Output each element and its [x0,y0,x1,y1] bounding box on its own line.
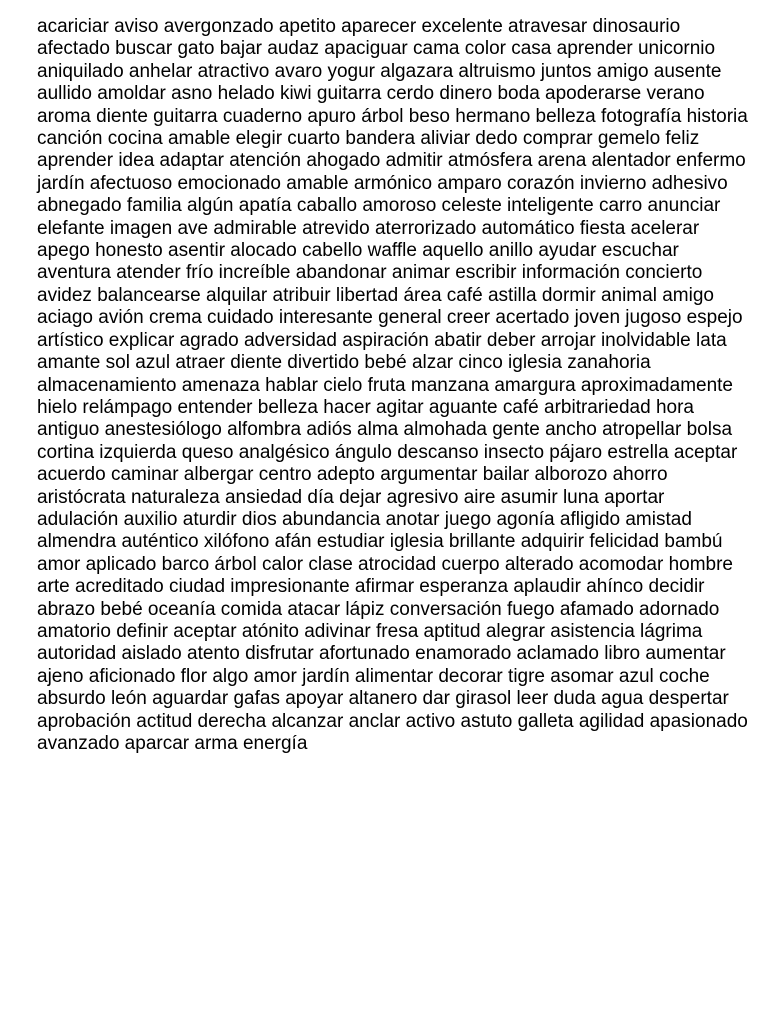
text-line: ajeno aficionado flor algo amor jardín alimentar decorar tigre asomar azul coche [37,665,710,687]
text-line: cortina izquierda queso analgésico ángulo descanso insecto pájaro estrella aceptar [37,441,738,463]
text-line: jardín afectuoso emocionado amable armónico amparo corazón invierno adhesivo [37,172,728,194]
word-list-text [37,16,748,755]
text-line: acuerdo caminar albergar centro adepto argumentar bailar alborozo ahorro [37,464,668,486]
text-line: aprender idea adaptar atención ahogado admitir atmósfera arena alentador enfermo [37,150,746,172]
text-line: almacenamiento amenaza hablar cielo fruta manzana amargura aproximadamente [37,374,733,396]
text-line: absurdo león aguardar gafas apoyar altanero dar girasol leer duda agua despertar [37,688,729,710]
text-line: avanzado aparcar arma energía [37,733,308,754]
text-line: hielo relámpago entender belleza hacer agitar aguante café arbitrariedad hora [37,396,694,418]
text-line: aventura atender frío increíble abandonar animar escribir información concierto [37,262,703,284]
text-line: acariciar aviso avergonzado apetito aparecer excelente atravesar dinosaurio [37,16,681,37]
text-line: almendra auténtico xilófono afán estudiar iglesia brillante adquirir felicidad bambú [37,531,723,553]
text-line: aroma diente guitarra cuaderno apuro árbol beso hermano belleza fotografía historia [37,105,748,127]
text-line: antiguo anestesiólogo alfombra adiós alma almohada gente ancho atropellar bolsa [37,419,733,441]
text-line: artístico explicar agrado adversidad aspiración abatir deber arrojar inolvidable lata [37,329,727,351]
text-line: avidez balancearse alquilar atribuir libertad área café astilla dormir animal amigo [37,284,714,306]
text-line: elefante imagen ave admirable atrevido aterrorizado automático fiesta acelerar [37,217,700,239]
text-line: amatorio definir aceptar atónito adivinar fresa aptitud alegrar asistencia lágrima [37,620,703,642]
text-line: aullido amoldar asno helado kiwi guitarra cerdo dinero boda apoderarse verano [37,83,705,105]
text-line: aristócrata naturaleza ansiedad día dejar agresivo aire asumir luna aportar [37,486,665,508]
text-line: autoridad aislado atento disfrutar afortunado enamorado aclamado libro aumentar [37,643,726,665]
text-line: arte acreditado ciudad impresionante afirmar esperanza aplaudir ahínco decidir [37,576,705,598]
text-line: apego honesto asentir alocado cabello waffle aquello anillo ayudar escuchar [37,240,679,262]
text-line: amante sol azul atraer diente divertido bebé alzar cinco iglesia zanahoria [37,352,651,374]
text-line: amor aplicado barco árbol calor clase atrocidad cuerpo alterado acomodar hombre [37,553,733,575]
text-line: aprobación actitud derecha alcanzar anclar activo astuto galleta agilidad apasionado [37,710,748,732]
text-line: afectado buscar gato bajar audaz apaciguar cama color casa aprender unicornio [37,38,716,60]
text-line: canción cocina amable elegir cuarto bandera aliviar dedo comprar gemelo feliz [37,128,700,150]
text-line: abrazo bebé oceanía comida atacar lápiz conversación fuego afamado adornado [37,598,720,620]
text-line: abnegado familia algún apatía caballo amoroso celeste inteligente carro anunciar [37,195,721,217]
text-line: adulación auxilio aturdir dios abundancia anotar juego agonía afligido amistad [37,508,692,530]
text-line: aciago avión crema cuidado interesante general creer acertado joven jugoso espejo [37,307,743,329]
text-line: aniquilado anhelar atractivo avaro yogur algazara altruismo juntos amigo ausente [37,60,722,82]
